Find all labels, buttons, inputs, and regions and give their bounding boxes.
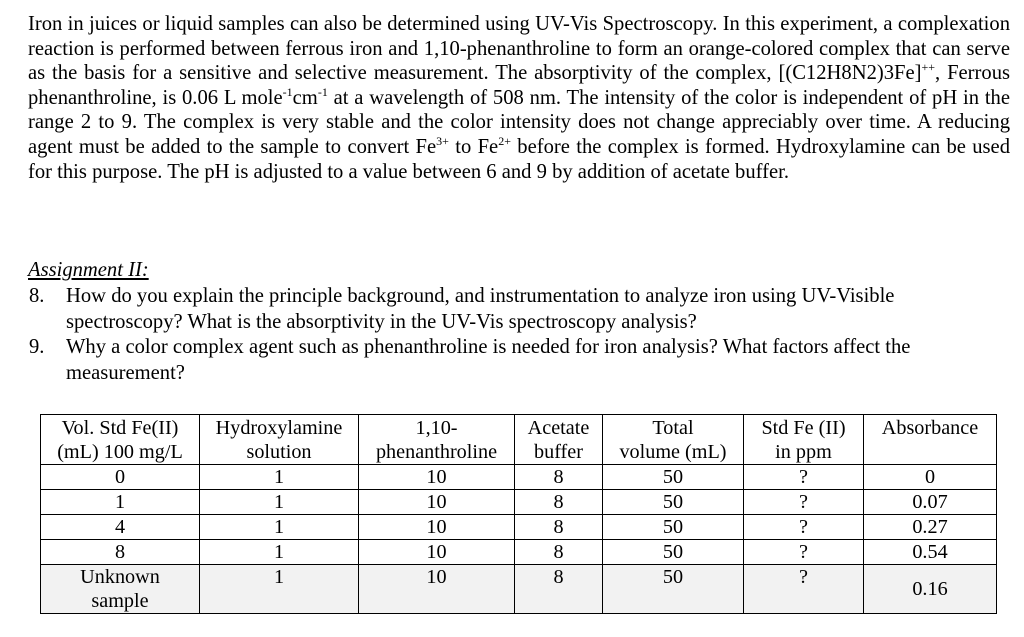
- table-row: [41, 465, 997, 490]
- charge-superscript: ++: [921, 60, 936, 75]
- unknown-label-line: sample: [91, 590, 149, 612]
- table-cell: ?: [744, 540, 864, 565]
- header-line: volume (mL): [619, 441, 727, 463]
- question-item: [28, 284, 1010, 335]
- question-text: How do you explain the principle background, and instrumentation to analyze iron using UV-Visible spectroscopy? What is the absorptivity in the UV-Vis spectroscopy analysis?: [66, 285, 895, 333]
- header-line: Std Fe (II): [761, 417, 846, 439]
- question-text: Why a color complex agent such as phenanthroline is needed for iron analysis? What factors affect the measurement?: [66, 336, 911, 384]
- header-line: Absorbance: [881, 417, 979, 439]
- table-cell: 10: [359, 565, 515, 614]
- header-line: Hydroxylamine: [215, 417, 343, 439]
- intro-text-2: , Ferrous phenanthroline, is 0.06 L mole: [28, 62, 1011, 109]
- table-cell: 8: [515, 490, 603, 515]
- table-cell: 0: [864, 465, 997, 490]
- table-cell: ?: [744, 565, 864, 614]
- header-line: (mL) 100 mg/L: [57, 441, 183, 463]
- table-cell: 8: [515, 515, 603, 540]
- intro-text-4: at a wavelength of 508 nm. The intensity of the color is independent of pH in the range 2 to 9. The complex is very stable and the color intensity does not change appreciably over time. A reducing agent must be added to the sample to convert Fe: [28, 86, 1010, 158]
- question-number: 8.: [29, 285, 45, 307]
- exponent-superscript: -1: [282, 84, 293, 99]
- header-line: in ppm: [775, 441, 832, 463]
- unknown-label-cell: [41, 565, 200, 614]
- question-number: 9.: [29, 336, 45, 358]
- header-line: buffer: [534, 441, 583, 463]
- header-line: phenanthroline: [375, 441, 498, 463]
- table-cell: ?: [744, 515, 864, 540]
- header-acetate-buffer: [515, 415, 603, 465]
- table-cell: ?: [744, 490, 864, 515]
- charge-superscript: 2+: [498, 133, 511, 148]
- table-row: [41, 515, 997, 540]
- question-item: [28, 335, 1010, 386]
- table-cell: 50: [603, 465, 744, 490]
- table-cell: 1: [200, 490, 359, 515]
- header-absorbance: [864, 415, 997, 465]
- question-list: [28, 284, 1010, 386]
- table-row: [41, 490, 997, 515]
- intro-text-5: to Fe: [448, 135, 499, 158]
- table-cell: 0.27: [864, 515, 997, 540]
- table-cell: 1: [200, 465, 359, 490]
- table-cell: ?: [744, 465, 864, 490]
- intro-text-6: before the complex is formed. Hydroxylamine can be used for this purpose. The pH is adjusted to a value between 6 and 9 by addition of acetate buffer.: [28, 135, 1010, 183]
- table-cell: 50: [603, 490, 744, 515]
- exponent-superscript: -1: [317, 84, 328, 99]
- table-header-row: [41, 415, 997, 465]
- table-cell: 1: [200, 540, 359, 565]
- table-cell: 10: [359, 465, 515, 490]
- table-row: [41, 540, 997, 565]
- unknown-label-line: Unknown: [80, 566, 160, 588]
- charge-superscript: 3+: [436, 133, 449, 148]
- table-row-unknown-sample: [41, 565, 997, 614]
- header-line: Total: [652, 417, 694, 439]
- header-line: 1,10-: [415, 417, 458, 439]
- header-std-fe-ppm: [744, 415, 864, 465]
- header-line: Vol. Std Fe(II): [61, 417, 179, 439]
- header-vol-std-fe: [41, 415, 200, 465]
- table-cell: 1: [200, 515, 359, 540]
- table-cell: 50: [603, 565, 744, 614]
- calibration-table: [40, 414, 997, 614]
- header-line: solution: [246, 441, 312, 463]
- intro-paragraph: [28, 12, 1010, 184]
- header-phenanthroline: [359, 415, 515, 465]
- table-cell: 0.54: [864, 540, 997, 565]
- table-cell: 8: [515, 465, 603, 490]
- table-cell: 8: [41, 540, 200, 565]
- header-line: Acetate: [527, 417, 590, 439]
- table-cell: 10: [359, 515, 515, 540]
- table-cell: 8: [515, 540, 603, 565]
- table-cell: 10: [359, 540, 515, 565]
- table-cell: 0: [41, 465, 200, 490]
- table-cell: 1: [41, 490, 200, 515]
- table-cell: 0.07: [864, 490, 997, 515]
- header-total-volume: [603, 415, 744, 465]
- table-cell: 4: [41, 515, 200, 540]
- table-cell: 10: [359, 490, 515, 515]
- table-cell: 0.16: [864, 565, 997, 614]
- table-cell: 50: [603, 515, 744, 540]
- table-cell: 8: [515, 565, 603, 614]
- table-cell: 1: [200, 565, 359, 614]
- table-cell: 50: [603, 540, 744, 565]
- assignment-title: Assignment II:: [28, 259, 149, 281]
- header-hydroxylamine: [200, 415, 359, 465]
- intro-text-1: Iron in juices or liquid samples can also be determined using UV-Vis Spectroscopy. In this experiment, a complexation reaction is performed between ferrous iron and 1,10-phenanthroline to form an orange-colored complex that can serve as the basis for a sensitive and selective measurement. The absorptivity of the complex, [(C12H8N2)3Fe]: [28, 13, 1010, 85]
- intro-text-3: cm: [292, 86, 318, 109]
